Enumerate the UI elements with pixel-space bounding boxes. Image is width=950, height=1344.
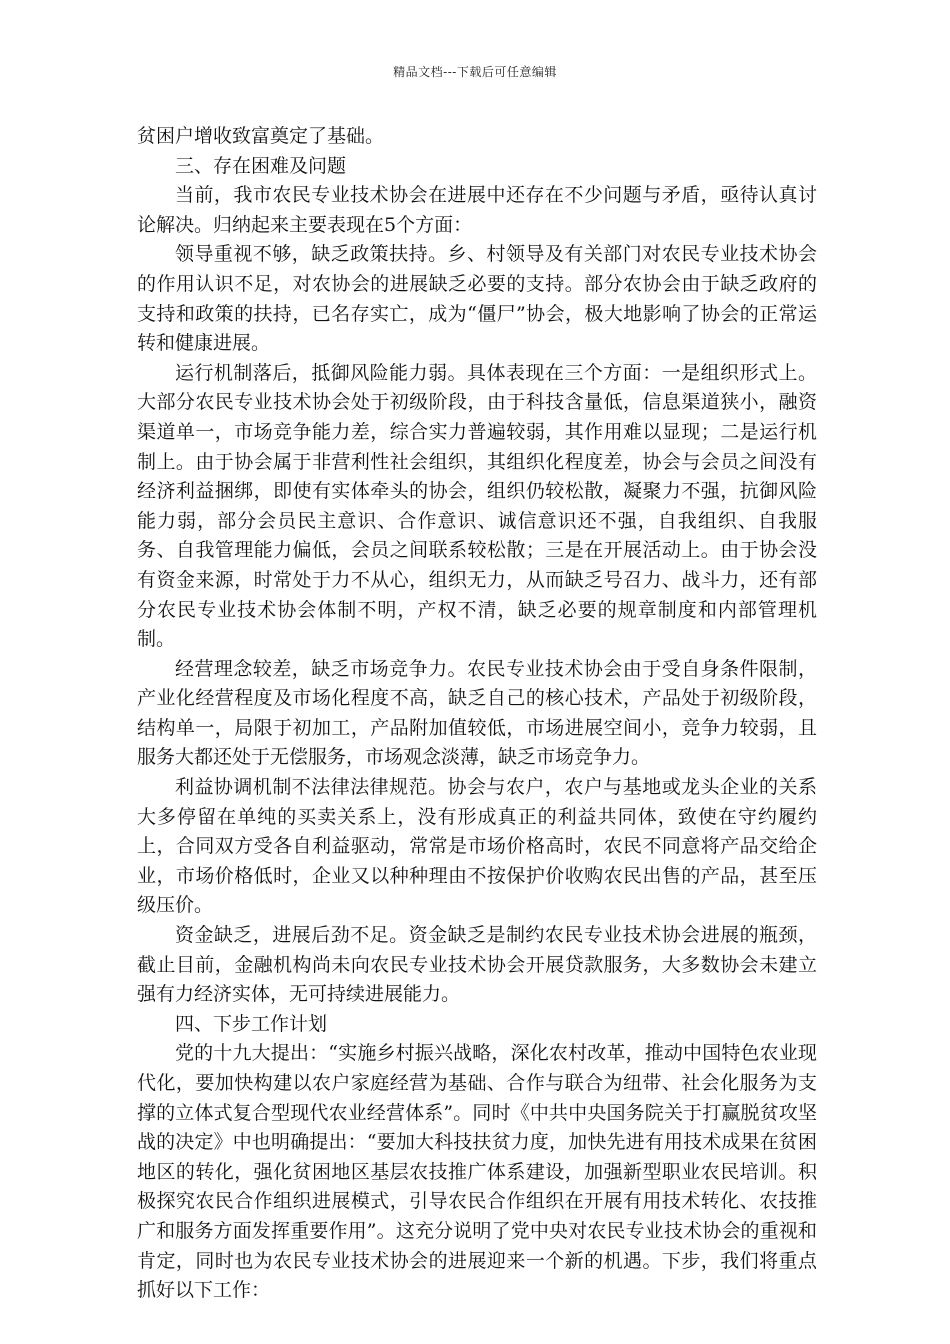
- section-heading-problems: 三、存在困难及问题: [175, 154, 347, 177]
- paragraph-continuation: 贫困户增收致富奠定了基础。: [137, 125, 385, 147]
- paragraph-interest: 利益协调机制不法律法律规范。协会与农户，农户与基地或龙头企业的关系大多停留在单纯的买卖关系上，没有形成真正的利益共同体，致使在守约履约上，合同双方受各自利益驱动，常常是市场价格高时，农民不同意将产品交给企业，市场价格低时，企业又以种种理由不按保护价收购农民出售的产品，甚至压级压价。: [137, 776, 817, 917]
- paragraph-intro: 当前，我市农民专业技术协会在进展中还存在不少问题与矛盾，亟待认真讨论解决。归纳起来主要表现在5个方面：: [137, 184, 817, 236]
- paragraph-mechanism: 运行机制落后，抵御风险能力弱。具体表现在三个方面：一是组织形式上。大部分农民专业技术协会处于初级阶段，由于科技含量低，信息渠道狭小，融资渠道单一，市场竞争能力差，综合实力普遍较弱，其作用难以显现；二是运行机制上。由于协会属于非营利性社会组织，其组织化程度差，协会与会员之间没有经济利益捆绑，即使有实体牵头的协会，组织仍较松散，凝聚力不强，抗御风险能力弱，部分会员民主意识、合作意识、诚信意识还不强，自我组织、自我服务、自我管理能力偏低，会员之间联系较松散；三是在开展活动上。由于协会没有资金来源，时常处于力不从心，组织无力，从而缺乏号召力、战斗力，还有部分农民专业技术协会体制不明，产权不清，缺乏必要的规章制度和内部管理机制。: [137, 361, 817, 651]
- page-header: 精品文档---下载后可任意编辑: [393, 65, 557, 79]
- paragraph-management: 经营理念较差，缺乏市场竞争力。农民专业技术协会由于受自身条件限制，产业化经营程度及市场化程度不高，缺乏自己的核心技术，产品处于初级阶段，结构单一，局限于初加工，产品附加值较低，市场进展空间小，竞争力较弱，且服务大都还处于无偿服务，市场观念淡薄，缺乏市场竞争力。: [137, 657, 817, 769]
- paragraph-funding: 资金缺乏，进展后劲不足。资金缺乏是制约农民专业技术协会进展的瓶颈，截止目前，金融机构尚未向农民专业技术协会开展贷款服务，大多数协会未建立强有力经济实体，无可持续进展能力。: [137, 924, 817, 1006]
- document-body: [137, 122, 817, 1306]
- paragraph-plan: 党的十九大提出：“实施乡村振兴战略，深化农村改革，推动中国特色农业现代化，要加快构建以农户家庭经营为基础、合作与联合为纽带、社会化服务为支撑的立体式复合型现代农业经营体系”。同时《中共中央国务院关于打赢脱贫攻坚战的决定》中也明确提出：“要加大科技扶贫力度，加快先进有用技术成果在贫困地区的转化，强化贫困地区基层农技推广体系建设，加强新型职业农民培训。积极探究农民合作组织进展模式，引导农民合作组织在开展有用技术转化、农技推广和服务方面发挥重要作用”。这充分说明了党中央对农民专业技术协会的重视和肯定，同时也为农民专业技术协会的进展迎来一个新的机遇。下步，我们将重点抓好以下工作：: [137, 1042, 817, 1302]
- paragraph-leadership: 领导重视不够，缺乏政策扶持。乡、村领导及有关部门对农民专业技术协会的作用认识不足，对农协会的进展缺乏必要的支持。部分农协会由于缺乏政府的支持和政策的扶持，已名存实亡，成为“僵尸”协会，极大地影响了协会的正常运转和健康进展。: [137, 243, 817, 355]
- section-heading-plan: 四、下步工作计划: [175, 1012, 328, 1035]
